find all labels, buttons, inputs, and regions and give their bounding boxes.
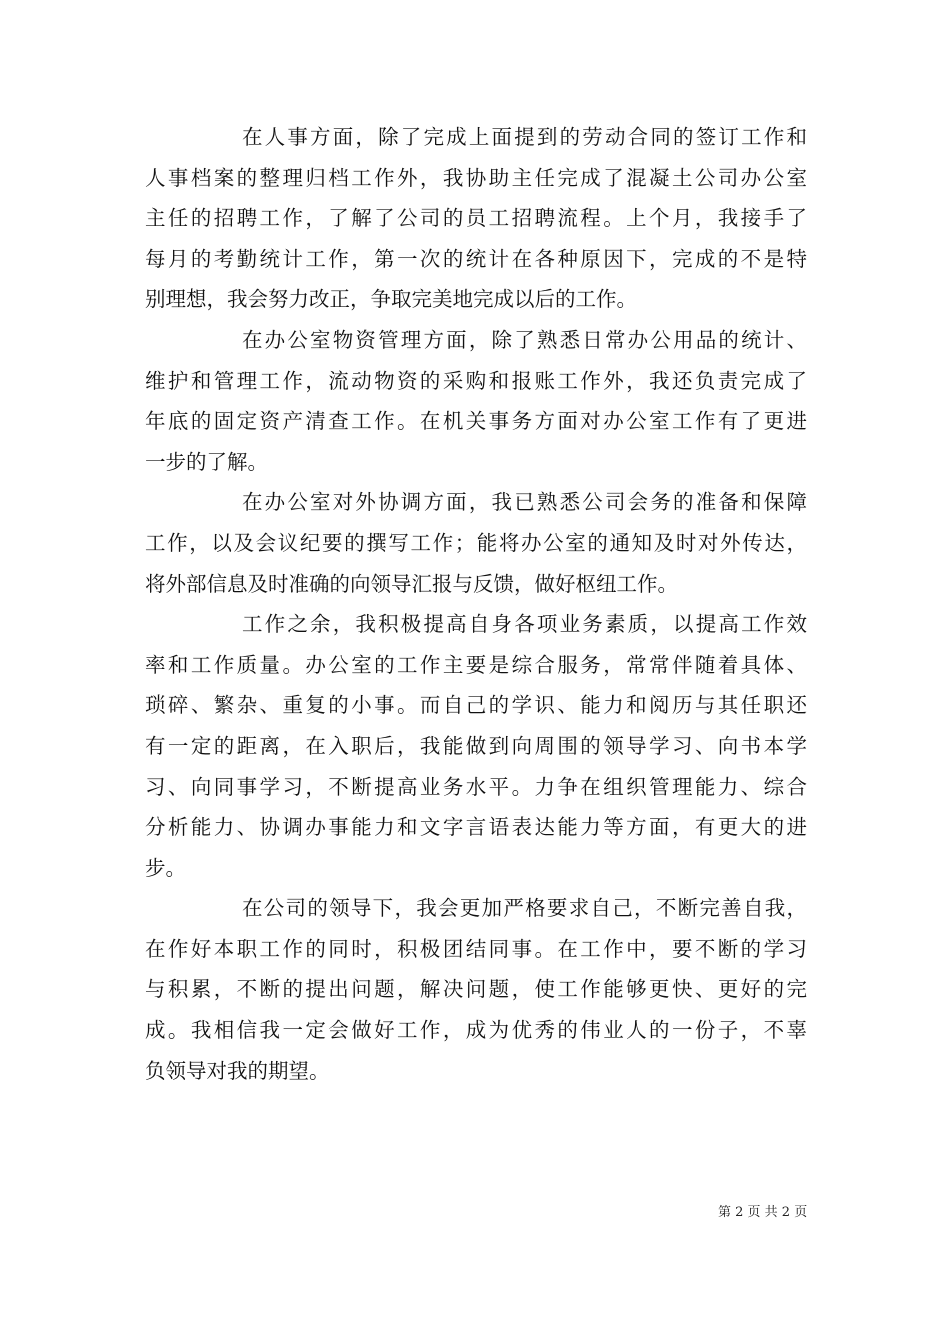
text-line: 主任的招聘工作，了解了公司的员工招聘流程。上个月，我接手了: [145, 206, 807, 231]
text-line: 负领导对我的期望。: [145, 1058, 330, 1083]
paragraph-personnel: [145, 117, 807, 320]
text-line: 琐碎、繁杂、重复的小事。而自己的学识、能力和阅历与其任职还: [145, 693, 807, 718]
text-line: 分析能力、协调办事能力和文字言语表达能力等方面，有更大的进: [145, 815, 807, 840]
text-line: 在办公室对外协调方面，我已熟悉公司会务的准备和保障: [242, 490, 807, 515]
text-line: 年底的固定资产清查工作。在机关事务方面对办公室工作有了更进: [145, 409, 807, 434]
paragraph-office-supplies: [145, 320, 807, 482]
document-body: [145, 117, 807, 1091]
page-number-footer: 第 2 页 共 2 页: [718, 1205, 808, 1220]
text-line: 每月的考勤统计工作，第一次的统计在各种原因下，完成的不是特: [145, 246, 807, 271]
text-line: 将外部信息及时准确的向领导汇报与反馈，做好枢纽工作。: [145, 571, 678, 596]
text-line: 维护和管理工作，流动物资的采购和报账工作外，我还负责完成了: [145, 368, 807, 393]
text-line: 在人事方面，除了完成上面提到的劳动合同的签订工作和: [242, 125, 807, 149]
text-line: 工作之余，我积极提高自身各项业务素质，以提高工作效: [242, 612, 807, 637]
paragraph-self-improvement: [145, 604, 807, 888]
text-line: 别理想，我会努力改正，争取完美地完成以后的工作。: [145, 287, 637, 312]
text-line: 步。: [145, 855, 186, 880]
paragraph-external-coordination: [145, 482, 807, 604]
text-line: 率和工作质量。办公室的工作主要是综合服务，常常伴随着具体、: [145, 652, 807, 677]
text-line: 在办公室物资管理方面，除了熟悉日常办公用品的统计、: [242, 327, 807, 352]
text-line: 一步的了解。: [145, 449, 268, 474]
text-line: 人事档案的整理归档工作外，我协助主任完成了混凝土公司办公室: [145, 165, 807, 190]
text-line: 在作好本职工作的同时，积极团结同事。在工作中，要不断的学习: [145, 936, 807, 961]
text-line: 成。我相信我一定会做好工作，成为优秀的伟业人的一份子，不辜: [145, 1018, 807, 1043]
paragraph-conclusion: [145, 888, 807, 1091]
text-line: 有一定的距离，在入职后，我能做到向周围的领导学习、向书本学: [145, 733, 807, 758]
text-line: 习、向同事学习，不断提高业务水平。力争在组织管理能力、综合: [145, 774, 807, 799]
text-line: 工作，以及会议纪要的撰写工作；能将办公室的通知及时对外传达，: [145, 530, 807, 555]
text-line: 在公司的领导下，我会更加严格要求自己，不断完善自我，: [242, 896, 807, 921]
text-line: 与积累，不断的提出问题，解决问题，使工作能够更快、更好的完: [145, 977, 807, 1002]
